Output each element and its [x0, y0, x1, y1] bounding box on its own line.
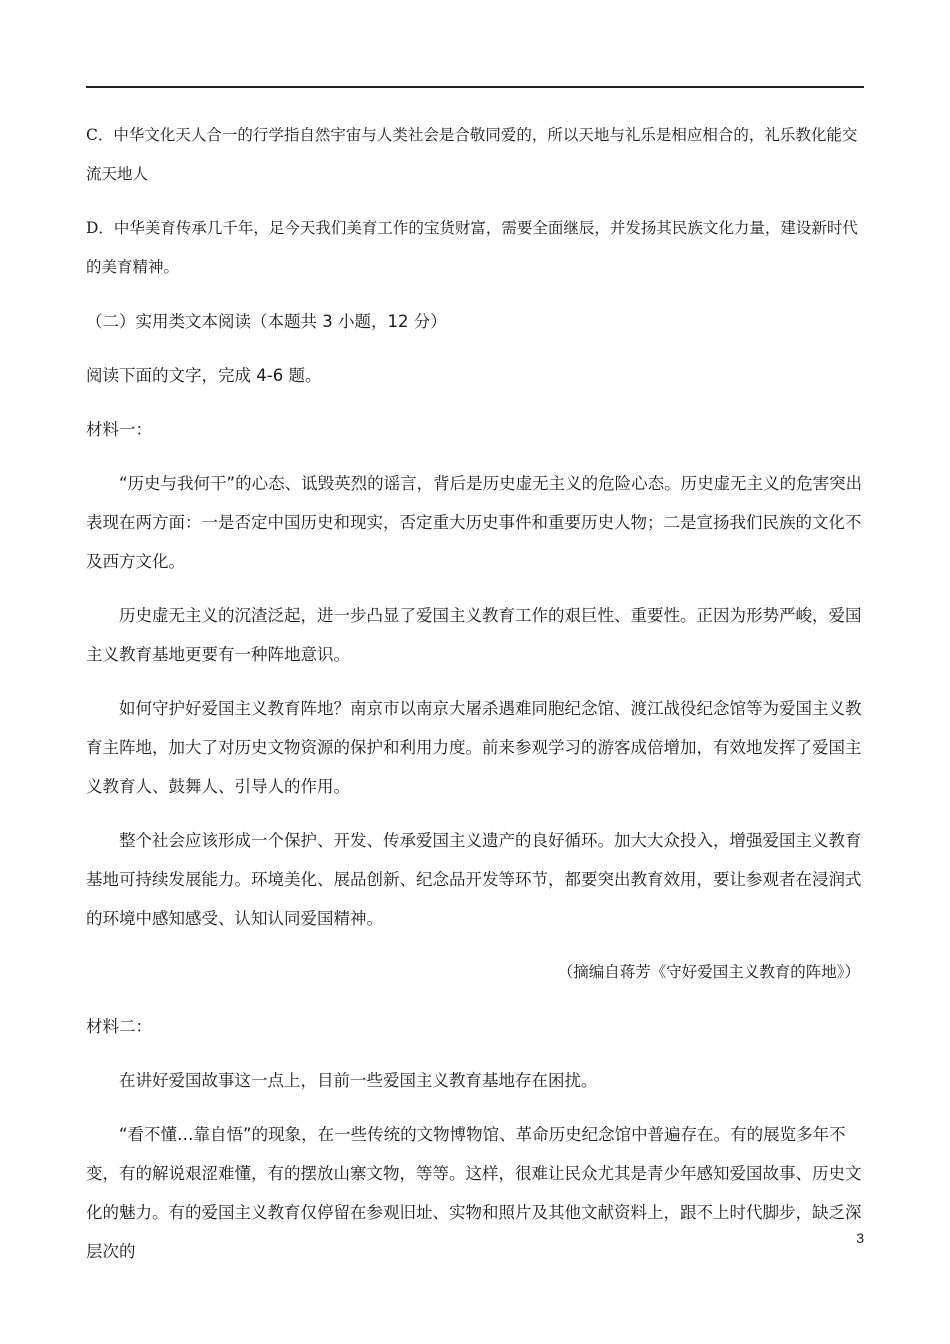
material1-paragraph: 整个社会应该形成一个保护、开发、传承爱国主义遗产的良好循环。加大大众投入，增强爱国主义教育基地可持续发展能力。环境美化、展品创新、纪念品开发等环节，都要突出教育效用，要让参观者在浸润式的环境中感知感受、认知认同爱国精神。	[86, 831, 862, 928]
page-number: 3	[856, 1230, 864, 1246]
option-c: C．中华文化天人合一的行学指自然宇宙与人类社会是合敬同爱的，所以天地与礼乐是相应相合的，礼乐教化能交流天地人	[86, 126, 858, 183]
page-content	[86, 116, 866, 1286]
section-heading: （二）实用类文本阅读（本题共 3 小题，12 分）	[86, 312, 447, 331]
material2-paragraph: 在讲好爱国故事这一点上，目前一些爱国主义教育基地存在困扰。	[119, 1071, 598, 1090]
material1-paragraph: 历史虚无主义的沉渣泛起，进一步凸显了爱国主义教育工作的艰巨性、重要性。正因为形势严峻，爱国主义教育基地更要有一种阵地意识。	[86, 606, 862, 664]
material1-paragraph: 如何守护好爱国主义教育阵地？南京市以南京大屠杀遇难同胞纪念馆、渡江战役纪念馆等为爱国主义教育主阵地，加大了对历史文物资源的保护和利用力度。前来参观学习的游客成倍增加，有效地发挥了爱国主义教育人、鼓舞人、引导人的作用。	[86, 699, 862, 796]
material1-source: （摘编自蒋芳《守好爱国主义教育的阵地》）	[557, 963, 860, 981]
material1-label: 材料一：	[86, 420, 152, 439]
material2-label: 材料二：	[86, 1017, 152, 1036]
material1-paragraph: “历史与我何干”的心态、诋毁英烈的谣言，背后是历史虚无主义的危险心态。历史虚无主义的危害突出表现在两方面：一是否定中国历史和现实，否定重大历史事件和重要历史人物；二是宣扬我们民族的文化不及西方文化。	[86, 474, 863, 571]
header-rule	[86, 86, 864, 88]
instruction: 阅读下面的文字，完成 4-6 题。	[86, 366, 322, 385]
material2-paragraph: “看不懂…靠自悟”的现象，在一些传统的文物博物馆、革命历史纪念馆中普遍存在。有的展览多年不变，有的解说艰涩难懂，有的摆放山寨文物，等等。这样，很难让民众尤其是青少年感知爱国故事、历史文化的魅力。有的爱国主义教育仅停留在参观旧址、实物和照片及其他文献资料上，跟不上时代脚步，缺乏深层次的	[86, 1125, 862, 1261]
option-d: D．中华美育传承几千年，足今天我们美育工作的宝货财富，需要全面继辰，并发扬其民族文化力量，建设新时代的美育精神。	[86, 219, 858, 276]
